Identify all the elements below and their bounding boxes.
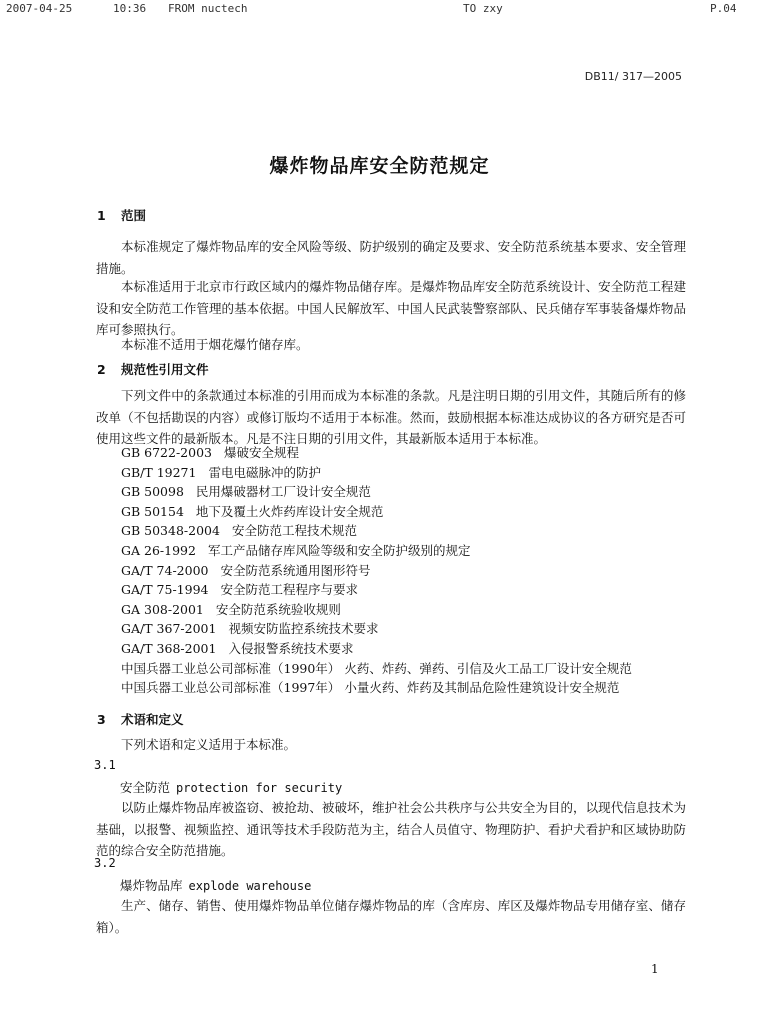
reference-code: GA/T 367-2001 xyxy=(121,621,217,637)
reference-name: 火药、炸药、弹药、引信及火工品工厂设计安全规范 xyxy=(344,660,632,676)
term-en: protection for security xyxy=(176,781,343,795)
page-number: 1 xyxy=(651,962,659,976)
paragraph: 本标准不适用于烟花爆竹储存库。 xyxy=(121,337,309,352)
fax-date: 2007-04-25 xyxy=(6,2,73,15)
reference-item xyxy=(121,521,632,541)
reference-code: GB 6722-2003 xyxy=(121,445,212,460)
reference-item xyxy=(121,600,632,620)
fax-header xyxy=(0,0,759,16)
reference-name: 安全防范工程技术规范 xyxy=(231,523,357,539)
reference-item xyxy=(121,443,632,463)
reference-item xyxy=(121,619,632,639)
reference-name: 小量火药、炸药及其制品危险性建筑设计安全规范 xyxy=(344,680,620,696)
term-title xyxy=(120,778,342,796)
section-2-heading xyxy=(97,360,209,378)
reference-item xyxy=(121,463,632,483)
section-number: 3 xyxy=(97,712,106,727)
section-3-heading xyxy=(97,710,184,728)
paragraph: 下列文件中的条款通过本标准的引用而成为本标准的条款。凡是注明日期的引用文件，其随后所有的修改单（不包括勘误的内容）或修订版均不适用于本标准。然而，鼓励根据本标准达成协议的各方研究是否可使用这些文件的最新版本。凡是不注日期的引用文件，其最新版本适用于本标准。 xyxy=(96,388,686,446)
term-cn: 爆炸物品库 xyxy=(120,878,183,893)
reference-code: GB 50154 xyxy=(121,503,184,519)
reference-code: GA 26-1992 xyxy=(121,542,196,558)
reference-code: GA 308-2001 xyxy=(121,601,204,617)
reference-item xyxy=(121,678,632,698)
section-title: 术语和定义 xyxy=(121,712,184,727)
fax-to: TO zxy xyxy=(463,2,503,15)
reference-name: 视频安防监控系统技术要求 xyxy=(228,621,379,637)
reference-item xyxy=(121,659,632,679)
reference-name: 雷电电磁脉冲的防护 xyxy=(208,464,321,480)
term-cn: 安全防范 xyxy=(120,780,171,795)
term-number: 3.1 xyxy=(94,758,116,772)
paragraph: 本标准适用于北京市行政区域内的爆炸物品储存库。是爆炸物品库安全防范系统设计、安全防范工程建设和安全防范工作管理的基本依据。中国人民解放军、中国人民武装警察部队、民兵储存军事装备爆炸物品库可参照执行。 xyxy=(96,279,686,337)
reference-item xyxy=(121,502,632,522)
fax-from: FROM nuctech xyxy=(168,2,248,15)
paragraph: 下列术语和定义适用于本标准。 xyxy=(121,737,297,752)
reference-code: GA/T 368-2001 xyxy=(121,640,217,656)
reference-item xyxy=(121,541,632,561)
reference-code: 中国兵器工业总公司部标准（1997年） xyxy=(121,680,341,696)
reference-code: GA/T 75-1994 xyxy=(121,582,209,598)
reference-name: 安全防范系统验收规则 xyxy=(215,601,341,617)
term-en: explode warehouse xyxy=(188,879,312,893)
paragraph: 本标准规定了爆炸物品库的安全风险等级、防护级别的确定及要求、安全防范系统基本要求、安全管理措施。 xyxy=(96,239,686,276)
section-1-heading xyxy=(97,206,146,224)
section-number: 1 xyxy=(97,208,106,223)
reference-code: GA/T 74-2000 xyxy=(121,562,209,578)
reference-item xyxy=(121,580,632,600)
reference-item xyxy=(121,561,632,581)
fax-page: P.04 xyxy=(710,2,737,15)
section-title: 规范性引用文件 xyxy=(121,362,209,377)
section-number: 2 xyxy=(97,362,106,377)
reference-name: 军工产品储存库风险等级和安全防护级别的规定 xyxy=(207,542,471,558)
reference-name: 安全防范工程程序与要求 xyxy=(220,582,358,598)
reference-list xyxy=(121,443,632,698)
reference-code: 中国兵器工业总公司部标准（1990年） xyxy=(121,660,341,676)
term-number: 3.2 xyxy=(94,856,116,870)
reference-item xyxy=(121,639,632,659)
reference-name: 入侵报警系统技术要求 xyxy=(228,640,354,656)
term-definition: 以防止爆炸物品库被盗窃、被抢劫、被破坏，维护社会公共秩序与公共安全为目的，以现代信息技术为基础，以报警、视频监控、通讯等技术手段防范为主，结合人员值守、物理防护、看护犬看护和区域协助防范的综合安全防范措施。 xyxy=(96,800,686,858)
standard-number: DB11/ 317—2005 xyxy=(584,70,682,83)
reference-item xyxy=(121,482,632,502)
section-title: 范围 xyxy=(121,208,147,223)
fax-time: 10:36 xyxy=(113,2,147,15)
document-title: 爆炸物品库安全防范规定 xyxy=(269,155,490,177)
reference-name: 安全防范系统通用图形符号 xyxy=(220,562,371,578)
reference-name: 地下及覆土火炸药库设计安全规范 xyxy=(195,503,384,519)
term-definition: 生产、储存、销售、使用爆炸物品单位储存爆炸物品的库（含库房、库区及爆炸物品专用储存室、储存箱）。 xyxy=(96,898,686,935)
reference-code: GB/T 19271 xyxy=(121,464,197,480)
reference-name: 民用爆破器材工厂设计安全规范 xyxy=(195,484,371,500)
reference-code: GB 50348-2004 xyxy=(121,523,220,539)
reference-code: GB 50098 xyxy=(121,484,184,500)
term-title xyxy=(120,876,311,894)
reference-name: 爆破安全规程 xyxy=(224,445,300,460)
